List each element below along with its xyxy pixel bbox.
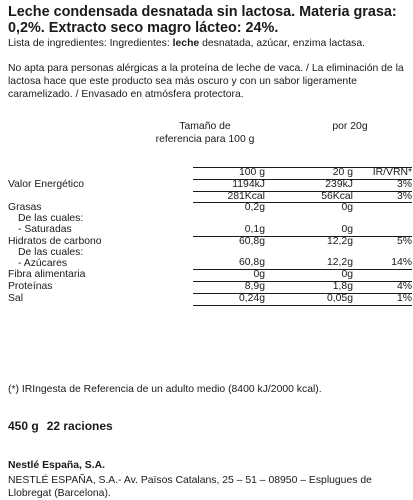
ingredients-allergen: leche — [172, 38, 200, 49]
value-per-100g: 0,2g — [244, 202, 265, 214]
portions-line — [8, 419, 113, 433]
column-header-100g: 100 g — [193, 168, 265, 180]
value-per-20g: 1,8g — [265, 281, 353, 293]
ingredients-rest: desnatada, azúcar, enzima lactasa. — [199, 38, 365, 49]
value-per-100g: 0,1g — [193, 225, 265, 236]
nutrition-column-header-row — [8, 168, 412, 180]
value-ir: 5% — [396, 235, 412, 247]
nutrient-label: Fibra alimentaria — [8, 269, 86, 281]
value-per-20g — [265, 214, 353, 225]
value-per-20g: 239kJ — [265, 179, 353, 191]
servings-count: 22 raciones — [46, 419, 113, 433]
nutrient-label: Sal — [8, 292, 24, 304]
value-ir: 14% — [353, 258, 412, 269]
value-per-100g: 0,24g — [193, 293, 265, 305]
value-ir — [353, 225, 412, 236]
nutrient-label: Valor Energético — [8, 178, 85, 190]
value-ir: 3% — [353, 191, 412, 203]
value-per-100g: 8,9g — [193, 281, 265, 293]
company-address: NESTLÉ ESPAÑA, S.A.- Av. Països Catalans, 25 – 51 – 08950 – Esplugues de Llobregat (Barcelona). — [8, 475, 372, 499]
ingredients-list — [8, 37, 408, 50]
value-ir: 3% — [353, 179, 412, 191]
value-per-100g: 60,8g — [193, 258, 265, 269]
nutrient-label: Proteínas — [8, 280, 53, 292]
column-header-label — [8, 168, 193, 180]
nutrition-row — [8, 236, 412, 247]
value-ir — [353, 214, 412, 225]
net-weight: 450 g — [8, 419, 39, 433]
nutrition-row — [8, 281, 412, 293]
column-header-20g: 20 g — [265, 168, 353, 180]
company-name: Nestlé España, S.A. — [8, 460, 106, 471]
nutrition-row — [8, 258, 412, 269]
value-ir: 4% — [353, 281, 412, 293]
value-per-20g: 56Kcal — [265, 191, 353, 203]
value-per-20g: 0g — [341, 202, 353, 214]
value-per-100g: 281Kcal — [193, 191, 265, 203]
value-per-20g: 0,05g — [265, 293, 353, 305]
value-per-20g: 12,2g — [326, 235, 353, 247]
nutrient-label: Hidratos de carbono — [8, 235, 102, 247]
value-per-100g: 1194kJ — [193, 179, 265, 191]
nutrition-table — [8, 167, 412, 306]
nutrition-row — [8, 191, 412, 203]
allergy-note: No apta para personas alérgicas a la proteína de leche de vaca. / La eliminación de la lactosa hace que este producto sea más oscuro y con un sabor ligeramente caramelizado. / Envasado en atmósfera protectora. — [8, 63, 404, 100]
footnote: (*) IRIngesta de Referencia de un adulto medio (8400 kJ/2000 kcal). — [8, 384, 322, 395]
value-ir: 1% — [353, 293, 412, 305]
value-per-20g: 0g — [265, 225, 353, 236]
value-ir — [353, 203, 412, 214]
nutrition-row — [8, 179, 412, 191]
value-per-100g: 0g — [193, 270, 265, 282]
value-ir — [353, 270, 412, 282]
value-per-20g: 12,2g — [265, 258, 353, 269]
nutrient-label — [8, 191, 193, 203]
nutrient-label: - Azúcares — [18, 257, 68, 269]
reference-header-20g: por 20g — [332, 121, 368, 132]
nutrient-label: Grasas — [8, 202, 42, 214]
reference-header-100g: Tamaño de referencia para 100 g — [155, 121, 255, 145]
column-header-ir: IR/VRN* — [353, 168, 412, 180]
nutrition-row — [8, 293, 412, 305]
nutrient-label: De las cuales: — [18, 246, 84, 258]
value-per-100g: 60,8g — [238, 235, 265, 247]
nutrition-row — [8, 270, 412, 282]
nutrition-row — [8, 225, 412, 236]
ingredients-prefix: Lista de ingredientes: Ingredientes: — [8, 38, 173, 49]
nutrient-label: - Saturadas — [18, 224, 72, 236]
value-per-20g: 0g — [265, 270, 353, 282]
nutrient-label: De las cuales: — [18, 213, 84, 225]
product-title: Leche condensada desnatada sin lactosa. Materia grasa: 0,2%. Extracto seco magro lácteo: 24%. — [8, 4, 397, 36]
